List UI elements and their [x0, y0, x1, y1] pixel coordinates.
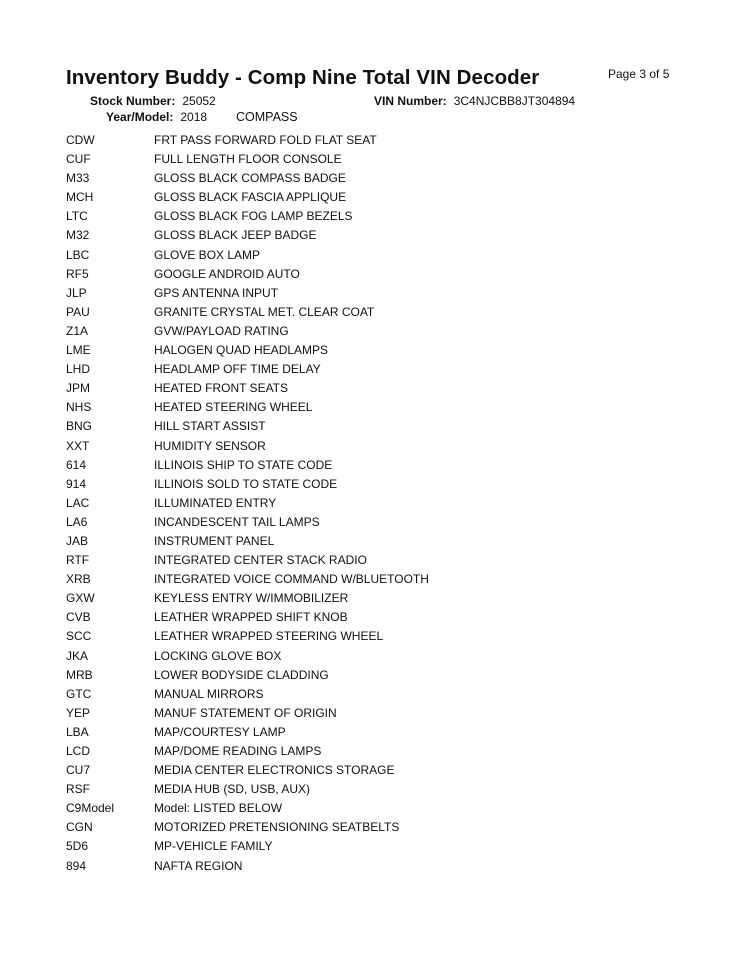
- list-item: [0, 858, 742, 877]
- list-item: [0, 838, 742, 857]
- list-item: [0, 304, 742, 323]
- option-code: MCH: [66, 190, 94, 205]
- option-description: MOTORIZED PRETENSIONING SEATBELTS: [154, 820, 400, 835]
- option-description: KEYLESS ENTRY W/IMMOBILIZER: [154, 591, 349, 606]
- vin-number-label: VIN Number:: [374, 94, 447, 108]
- list-item: [0, 724, 742, 743]
- option-code: LME: [66, 343, 91, 358]
- list-item: [0, 495, 742, 514]
- list-item: [0, 667, 742, 686]
- stock-number-label: Stock Number:: [90, 94, 176, 108]
- option-description: INTEGRATED VOICE COMMAND W/BLUETOOTH: [154, 572, 429, 587]
- option-code: JPM: [66, 381, 90, 396]
- list-item: [0, 514, 742, 533]
- list-item: [0, 819, 742, 838]
- option-code: LBC: [66, 247, 90, 262]
- option-description: HALOGEN QUAD HEADLAMPS: [154, 343, 329, 358]
- list-item: [0, 609, 742, 628]
- option-description: MANUAL MIRRORS: [154, 686, 264, 701]
- list-item: [0, 170, 742, 189]
- option-code: LCD: [66, 744, 91, 758]
- option-code: 5D6: [66, 839, 89, 854]
- option-description: Model: LISTED BELOW: [154, 801, 283, 816]
- list-item: [0, 781, 742, 800]
- list-item: [0, 552, 742, 571]
- list-item: [0, 457, 742, 476]
- option-description: GLOSS BLACK FASCIA APPLIQUE: [154, 190, 347, 205]
- stock-number-value: 25052: [182, 94, 216, 108]
- list-item: [0, 571, 742, 590]
- vin-number-value: 3C4NJCBB8JT304894: [453, 94, 576, 108]
- list-item: [0, 743, 742, 762]
- list-item: [0, 380, 742, 399]
- option-code: 914: [66, 476, 87, 491]
- list-item: [0, 189, 742, 208]
- option-code: CU7: [66, 763, 91, 778]
- option-description: MANUF STATEMENT OF ORIGIN: [154, 705, 337, 720]
- option-code: MRB: [66, 667, 93, 682]
- vin-number: [374, 94, 575, 108]
- page-number: Page 3 of 5: [608, 67, 670, 81]
- option-code: RSF: [66, 782, 90, 797]
- list-item: [0, 648, 742, 667]
- option-description: FRT PASS FORWARD FOLD FLAT SEAT: [154, 133, 377, 147]
- option-description: LOCKING GLOVE BOX: [154, 648, 282, 663]
- list-item: [0, 533, 742, 552]
- list-item: [0, 323, 742, 342]
- option-code: 894: [66, 858, 87, 873]
- option-description: GLOSS BLACK JEEP BADGE: [154, 228, 317, 243]
- option-code: JLP: [66, 285, 87, 300]
- option-description: MP-VEHICLE FAMILY: [154, 839, 273, 854]
- list-item: [0, 285, 742, 304]
- option-code: GXW: [66, 591, 95, 606]
- option-description: FULL LENGTH FLOOR CONSOLE: [154, 152, 342, 167]
- option-code: M33: [66, 171, 90, 186]
- option-code: M32: [66, 228, 90, 243]
- list-item: [0, 361, 742, 380]
- option-description: HEADLAMP OFF TIME DELAY: [154, 362, 321, 377]
- year-model-label: Year/Model:: [106, 110, 174, 124]
- option-description: INCANDESCENT TAIL LAMPS: [154, 514, 320, 529]
- option-description: LOWER BODYSIDE CLADDING: [154, 667, 329, 682]
- year-model: [106, 110, 207, 124]
- option-description: INSTRUMENT PANEL: [154, 533, 275, 548]
- option-code: BNG: [66, 419, 93, 434]
- list-item: [0, 151, 742, 170]
- option-code: SCC: [66, 629, 92, 644]
- option-description: ILLINOIS SHIP TO STATE CODE: [154, 457, 333, 472]
- option-code: C9Model: [66, 801, 115, 816]
- option-description: GOOGLE ANDROID AUTO: [154, 266, 300, 281]
- option-description: GLOSS BLACK COMPASS BADGE: [154, 171, 346, 186]
- option-code: XRB: [66, 572, 91, 587]
- year-value: 2018: [180, 110, 208, 124]
- option-code: RTF: [66, 553, 90, 568]
- option-description: HEATED STEERING WHEEL: [154, 400, 313, 415]
- option-code: RF5: [66, 266, 89, 281]
- option-description: ILLINOIS SOLD TO STATE CODE: [154, 476, 338, 491]
- option-description: HUMIDITY SENSOR: [154, 438, 266, 453]
- option-description: MEDIA CENTER ELECTRONICS STORAGE: [154, 763, 395, 778]
- option-code: 614: [66, 457, 87, 472]
- option-description: GVW/PAYLOAD RATING: [154, 323, 289, 338]
- option-code: CVB: [66, 610, 91, 625]
- option-code: LAC: [66, 495, 90, 510]
- list-item: [0, 628, 742, 647]
- option-description: HEATED FRONT SEATS: [154, 381, 289, 396]
- option-code: Z1A: [66, 323, 89, 338]
- option-code: LA6: [66, 514, 88, 529]
- list-item: [0, 705, 742, 724]
- option-code: GTC: [66, 686, 92, 701]
- list-item: [0, 266, 742, 285]
- list-item: [0, 590, 742, 609]
- option-description: NAFTA REGION: [154, 858, 243, 873]
- list-item: [0, 800, 742, 819]
- option-description: GLOSS BLACK FOG LAMP BEZELS: [154, 209, 353, 224]
- page-title: Inventory Buddy - Comp Nine Total VIN Decoder: [66, 66, 540, 89]
- list-item: [0, 132, 742, 151]
- list-item: [0, 227, 742, 246]
- list-item: [0, 418, 742, 437]
- model-value: COMPASS: [236, 110, 298, 124]
- list-item: [0, 342, 742, 361]
- option-description: INTEGRATED CENTER STACK RADIO: [154, 553, 367, 568]
- option-description: GLOVE BOX LAMP: [154, 247, 261, 262]
- option-code-list: [0, 132, 742, 877]
- list-item: [0, 686, 742, 705]
- option-code: NHS: [66, 400, 92, 415]
- option-description: MAP/COURTESY LAMP: [154, 724, 286, 739]
- option-code: JAB: [66, 533, 89, 548]
- list-item: [0, 247, 742, 266]
- option-code: LBA: [66, 724, 89, 739]
- option-code: YEP: [66, 705, 91, 720]
- list-item: [0, 438, 742, 457]
- option-description: ILLUMINATED ENTRY: [154, 495, 277, 510]
- option-description: MEDIA HUB (SD, USB, AUX): [154, 782, 311, 797]
- stock-number: [90, 94, 216, 108]
- option-code: XXT: [66, 438, 90, 453]
- option-description: GRANITE CRYSTAL MET. CLEAR COAT: [154, 304, 375, 319]
- option-description: LEATHER WRAPPED SHIFT KNOB: [154, 610, 348, 625]
- option-description: HILL START ASSIST: [154, 419, 266, 434]
- option-code: CDW: [66, 133, 95, 147]
- list-item: [0, 399, 742, 418]
- option-code: LTC: [66, 209, 88, 224]
- option-code: LHD: [66, 362, 91, 377]
- option-description: LEATHER WRAPPED STEERING WHEEL: [154, 629, 384, 644]
- list-item: [0, 476, 742, 495]
- option-description: GPS ANTENNA INPUT: [154, 285, 279, 300]
- option-code: CUF: [66, 152, 91, 167]
- list-item: [0, 208, 742, 227]
- option-code: CGN: [66, 820, 93, 835]
- list-item: [0, 762, 742, 781]
- option-description: MAP/DOME READING LAMPS: [154, 744, 322, 758]
- option-code: PAU: [66, 304, 90, 319]
- option-code: JKA: [66, 648, 89, 663]
